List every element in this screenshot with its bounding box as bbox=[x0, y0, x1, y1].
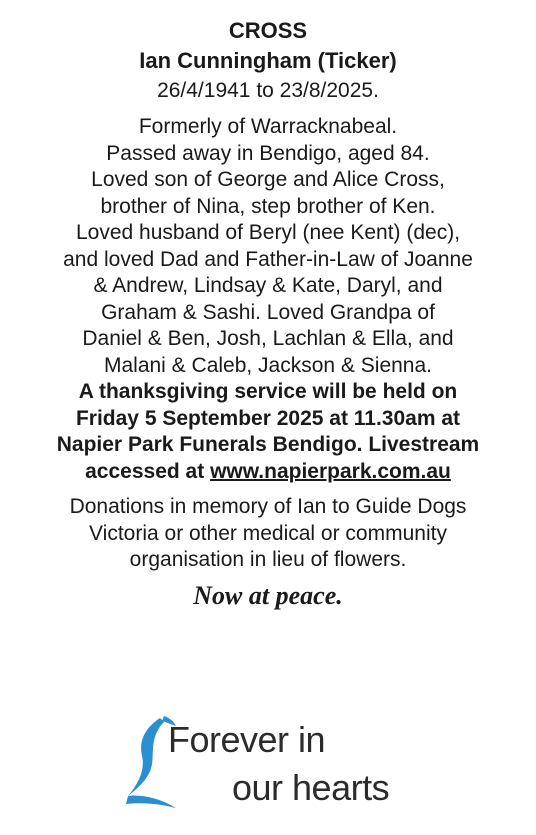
body-line: Graham & Sashi. Loved Grandpa of bbox=[101, 300, 435, 324]
life-dates: 26/4/1941 to 23/8/2025. bbox=[157, 79, 379, 102]
service-line: Napier Park Funerals Bendigo. Livestream bbox=[56, 433, 480, 456]
full-name: Ian Cunningham (Ticker) bbox=[139, 48, 397, 73]
closing-phrase: Now at peace. bbox=[193, 580, 343, 610]
donations-line: Victoria or other medical or community bbox=[89, 521, 447, 545]
donations-block bbox=[0, 494, 536, 574]
surname-heading: CROSS bbox=[228, 18, 308, 43]
donations-line: Donations in memory of Ian to Guide Dogs bbox=[69, 495, 467, 518]
livestream-line bbox=[0, 459, 536, 486]
body-line: Malani & Caleb, Jackson & Sienna. bbox=[103, 353, 432, 377]
body-line: and loved Dad and Father-in-Law of Joanne bbox=[63, 247, 473, 271]
service-line: Friday 5 September 2025 at 11.30am at bbox=[75, 406, 461, 430]
body-line: Daniel & Ben, Josh, Lachlan & Ella, and bbox=[82, 327, 454, 350]
body-line: & Andrew, Lindsay & Kate, Daryl, and bbox=[93, 274, 443, 297]
body-line: Formerly of Warracknabeal. bbox=[138, 115, 398, 138]
livestream-link[interactable]: www.napierpark.com.au bbox=[210, 459, 451, 483]
service-line: A thanksgiving service will be held on bbox=[78, 380, 458, 403]
notice-body bbox=[0, 114, 536, 485]
donations-line: organisation in lieu of flowers. bbox=[129, 548, 407, 571]
logo-text-line-1: Forever in bbox=[168, 719, 326, 760]
body-line: Passed away in Bendigo, aged 84. bbox=[106, 141, 430, 165]
body-line: Loved son of George and Alice Cross, bbox=[91, 168, 445, 191]
body-line: brother of Nina, step brother of Ken. bbox=[100, 194, 436, 218]
livestream-prefix: accessed at bbox=[85, 459, 211, 483]
forever-in-our-hearts-logo bbox=[120, 712, 420, 820]
logo-text-line-2: our hearts bbox=[232, 767, 390, 808]
body-line: Loved husband of Beryl (nee Kent) (dec), bbox=[75, 221, 461, 244]
